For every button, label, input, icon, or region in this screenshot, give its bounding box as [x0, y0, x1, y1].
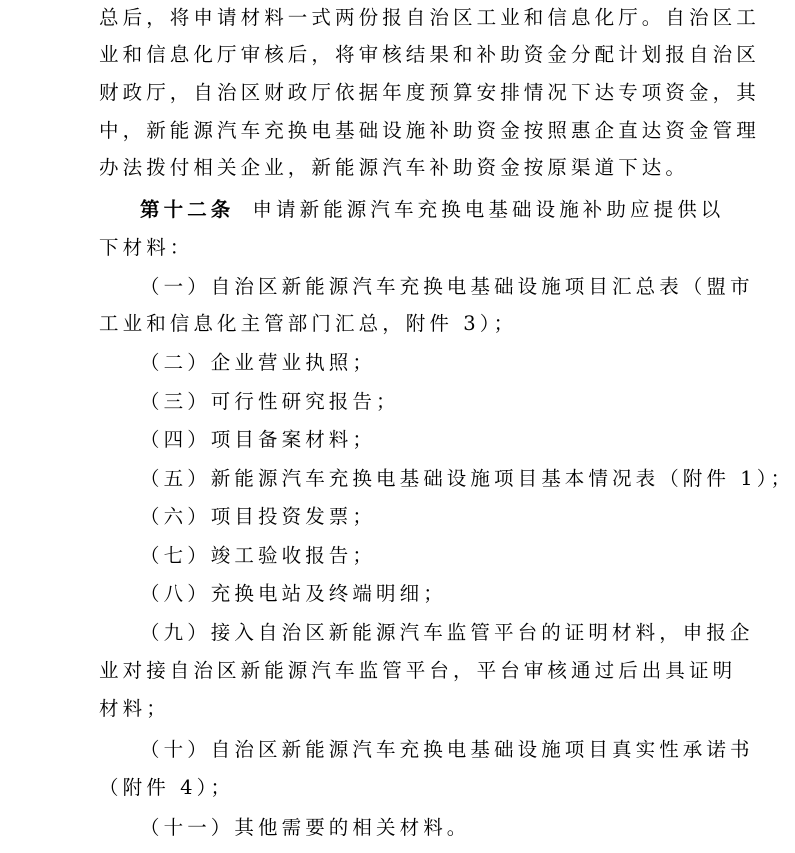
list-item-9-cont-2: 材料； — [99, 697, 170, 720]
list-item-5: （五）新能源汽车充换电基础设施项目基本情况表（附件 1）； — [140, 467, 795, 490]
list-item-8: （八）充换电站及终端明细； — [140, 582, 447, 605]
list-item-6: （六）项目投资发票； — [140, 505, 377, 528]
list-item-1: （一）自治区新能源汽车充换电基础设施项目汇总表（盟市 — [140, 275, 754, 298]
list-item-3: （三）可行性研究报告； — [140, 390, 400, 413]
list-item-2: （二）企业营业执照； — [140, 351, 377, 374]
article-text: 申请新能源汽车充换电基础设施补助应提供以 — [252, 198, 725, 221]
article-heading-line — [140, 198, 724, 222]
intro-line-2: 业和信息化厅审核后，将审核结果和补助资金分配计划报自治区 — [99, 43, 760, 66]
list-item-11: （十一）其他需要的相关材料。 — [140, 816, 471, 839]
article-number: 第十二条 — [140, 198, 235, 221]
intro-line-3: 财政厅，自治区财政厅依据年度预算安排情况下达专项资金，其 — [99, 81, 760, 104]
intro-line-1: 总后，将申请材料一式两份报自治区工业和信息化厅。自治区工 — [99, 6, 760, 29]
list-item-9-cont-1: 业对接自治区新能源汽车监管平台，平台审核通过后出具证明 — [99, 659, 737, 682]
list-item-10: （十）自治区新能源汽车充换电基础设施项目真实性承诺书 — [140, 738, 754, 761]
list-item-1-cont: 工业和信息化主管部门汇总，附件 3）； — [99, 312, 518, 335]
intro-line-5: 办法拨付相关企业，新能源汽车补助资金按原渠道下达。 — [99, 156, 690, 179]
list-item-4: （四）项目备案材料； — [140, 428, 377, 451]
list-item-10-cont: （附件 4）； — [99, 776, 235, 799]
article-text-continued: 下材料： — [99, 236, 194, 259]
list-item-7: （七）竣工验收报告； — [140, 544, 377, 567]
intro-line-4: 中，新能源汽车充换电基础设施补助资金按照惠企直达资金管理 — [99, 119, 760, 142]
list-item-9: （九）接入自治区新能源汽车监管平台的证明材料，申报企 — [140, 621, 754, 644]
